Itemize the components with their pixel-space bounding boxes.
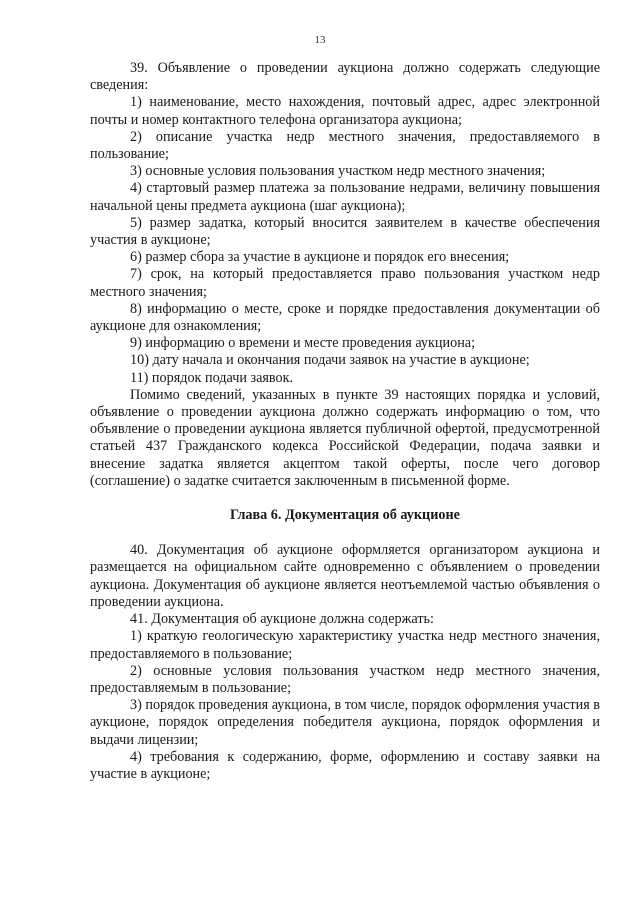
section-41-intro: 41. Документация об аукционе должна содержать: — [130, 611, 434, 628]
section-39-item-8: 8) информацию о месте, сроке и порядке предоставления документации об аукционе для ознакомления; — [90, 300, 600, 335]
section-39-item-9: 9) информацию о времени и месте проведения аукциона; — [130, 335, 476, 352]
section-39-item-5: 5) размер задатка, который вносится заявителем в качестве обеспечения участия в аукционе; — [90, 214, 600, 249]
section-40: 40. Документация об аукционе оформляется организатором аукциона и размещается на официальном сайте одновременно с объявлением о проведении аукциона. Документация об аукционе является неотъемлемой частью объявления о проведении аукциона. — [90, 542, 600, 610]
page-number: 13 — [314, 34, 326, 46]
section-39-item-7: 7) срок, на который предоставляется право пользования участком недр местного значения; — [90, 266, 600, 300]
section-41-item-2: 2) основные условия пользования участком недр местного значения, предоставляемым в пользование; — [90, 662, 600, 696]
section-41-item-3: 3) порядок проведения аукциона, в том числе, порядок оформления участия в аукционе, порядок определения победителя аукциона, порядок оформления и выдачи лицензии; — [90, 697, 600, 748]
section-41-item-1: 1) краткую геологическую характеристику участка недр местного значения, предоставляемого в пользование; — [90, 628, 600, 662]
section-39-item-10: 10) дату начала и окончания подачи заявок на участие в аукционе; — [130, 352, 530, 369]
section-39-intro: 39. Объявление о проведении аукциона должно содержать следующие сведения: — [90, 60, 600, 94]
document-body — [90, 60, 600, 783]
section-39-item-6: 6) размер сбора за участие в аукционе и порядок его внесения; — [130, 249, 510, 266]
section-39-item-4: 4) стартовый размер платежа за пользование недрами, величину повышения начальной цены предмета аукциона (шаг аукциона); — [90, 180, 600, 214]
section-39-closing: Помимо сведений, указанных в пункте 39 настоящих порядка и условий, объявление о проведении аукциона должно содержать информацию о том, что объявление о проведении аукциона является публичной офертой, предусмотренной статьей 437 Гражданского кодекса Российской Федерации, подача заявки и внесение задатка является акцептом такой оферты, после чего договор (соглашение) о задатке считается заключенным в письменной форме. — [90, 386, 600, 489]
section-41-item-4: 4) требования к содержанию, форме, оформлению и составу заявки на участие в аукционе; — [90, 748, 600, 782]
section-39-item-2: 2) описание участка недр местного значения, предоставляемого в пользование; — [90, 128, 600, 163]
section-39-item-11: 11) порядок подачи заявок. — [130, 369, 294, 386]
chapter-title: Глава 6. Документация об аукционе — [230, 507, 460, 524]
section-39-item-1: 1) наименование, место нахождения, почтовый адрес, адрес электронной почты и номер контактного телефона организатора аукциона; — [90, 94, 600, 128]
section-39-item-3: 3) основные условия пользования участком недр местного значения; — [130, 163, 546, 180]
